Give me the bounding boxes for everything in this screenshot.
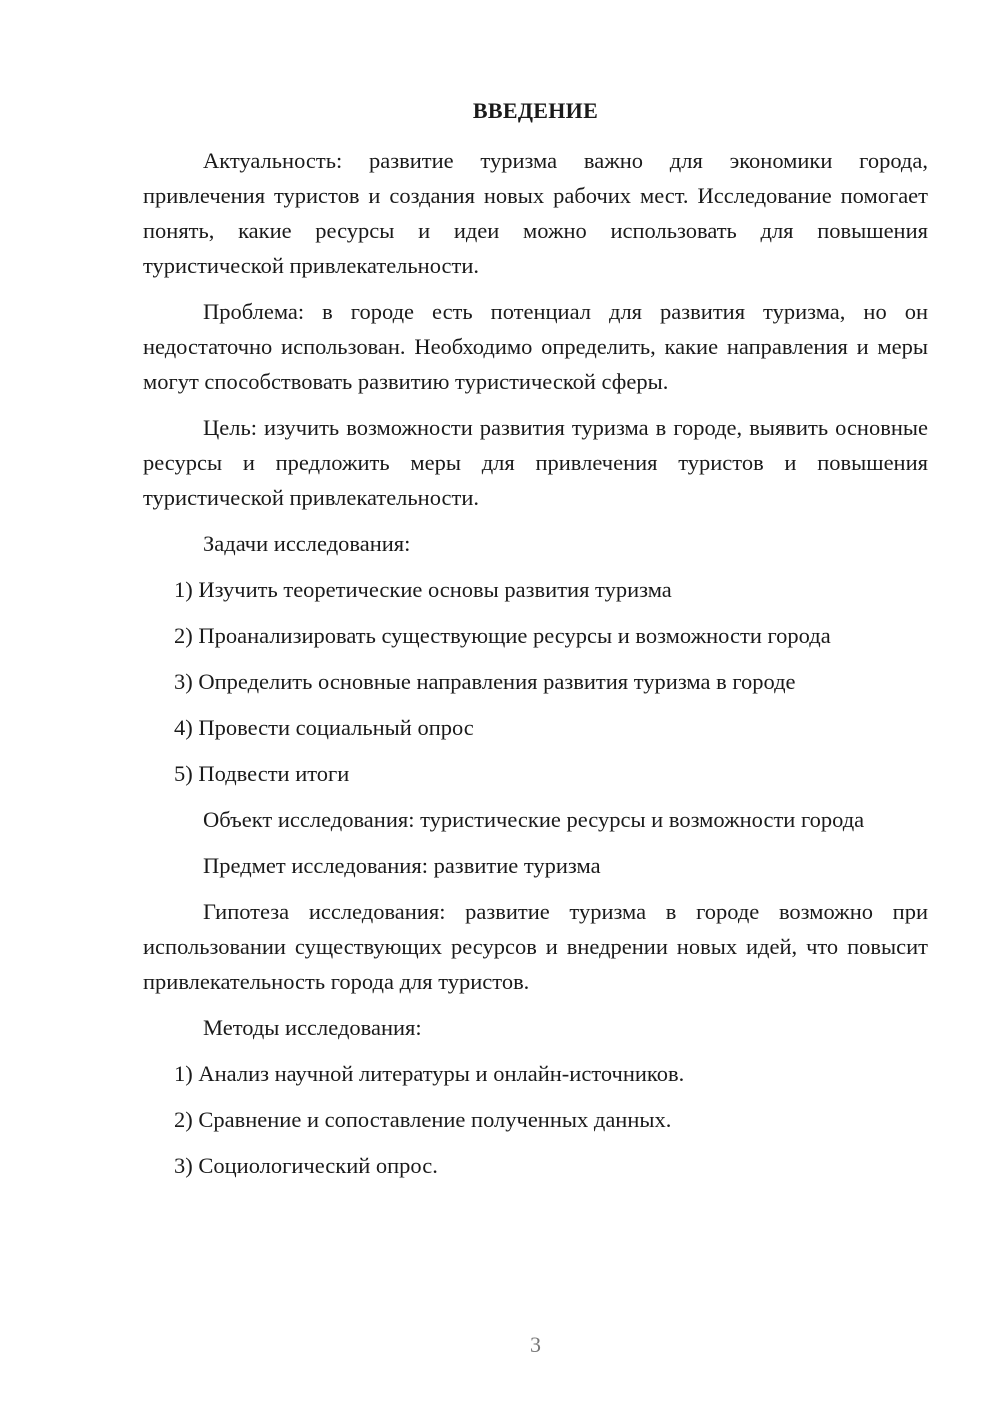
object-paragraph: Объект исследования: туристические ресурсы и возможности города — [203, 807, 865, 832]
hypothesis-paragraph: Гипотеза исследования: развитие туризма в городе возможно при использовании существующих ресурсов и внедрении новых идей, что повысит привлекательность города для туристов. — [143, 899, 928, 994]
relevance-paragraph: Актуальность: развитие туризма важно для экономики города, привлечения туристов и создания новых рабочих мест. Исследование помогает понять, какие ресурсы и идеи можно использовать для повышения туристической привлекательности. — [143, 148, 928, 278]
method-item: 1) Анализ научной литературы и онлайн-источников. — [174, 1061, 685, 1086]
page-number: 3 — [530, 1332, 541, 1357]
method-item: 2) Сравнение и сопоставление полученных данных. — [174, 1107, 672, 1132]
problem-paragraph: Проблема: в городе есть потенциал для развития туризма, но он недостаточно использован. Необходимо определить, какие направления и меры могут способствовать развитию туристической сферы. — [143, 299, 928, 394]
goal-paragraph: Цель: изучить возможности развития туризма в городе, выявить основные ресурсы и предложить меры для привлечения туристов и повышения туристической привлекательности. — [143, 415, 928, 510]
task-item: 5) Подвести итоги — [174, 761, 350, 786]
task-item: 3) Определить основные направления развития туризма в городе — [174, 669, 796, 694]
tasks-label: Задачи исследования: — [203, 531, 411, 556]
section-heading: ВВЕДЕНИЕ — [472, 98, 599, 123]
task-item: 2) Проанализировать существующие ресурсы и возможности города — [174, 623, 831, 648]
methods-label: Методы исследования: — [203, 1015, 422, 1040]
task-item: 1) Изучить теоретические основы развития туризма — [174, 577, 672, 602]
task-item: 4) Провести социальный опрос — [174, 715, 474, 740]
subject-paragraph: Предмет исследования: развитие туризма — [203, 853, 601, 878]
method-item: 3) Социологический опрос. — [174, 1153, 438, 1178]
document-body — [143, 143, 928, 1194]
